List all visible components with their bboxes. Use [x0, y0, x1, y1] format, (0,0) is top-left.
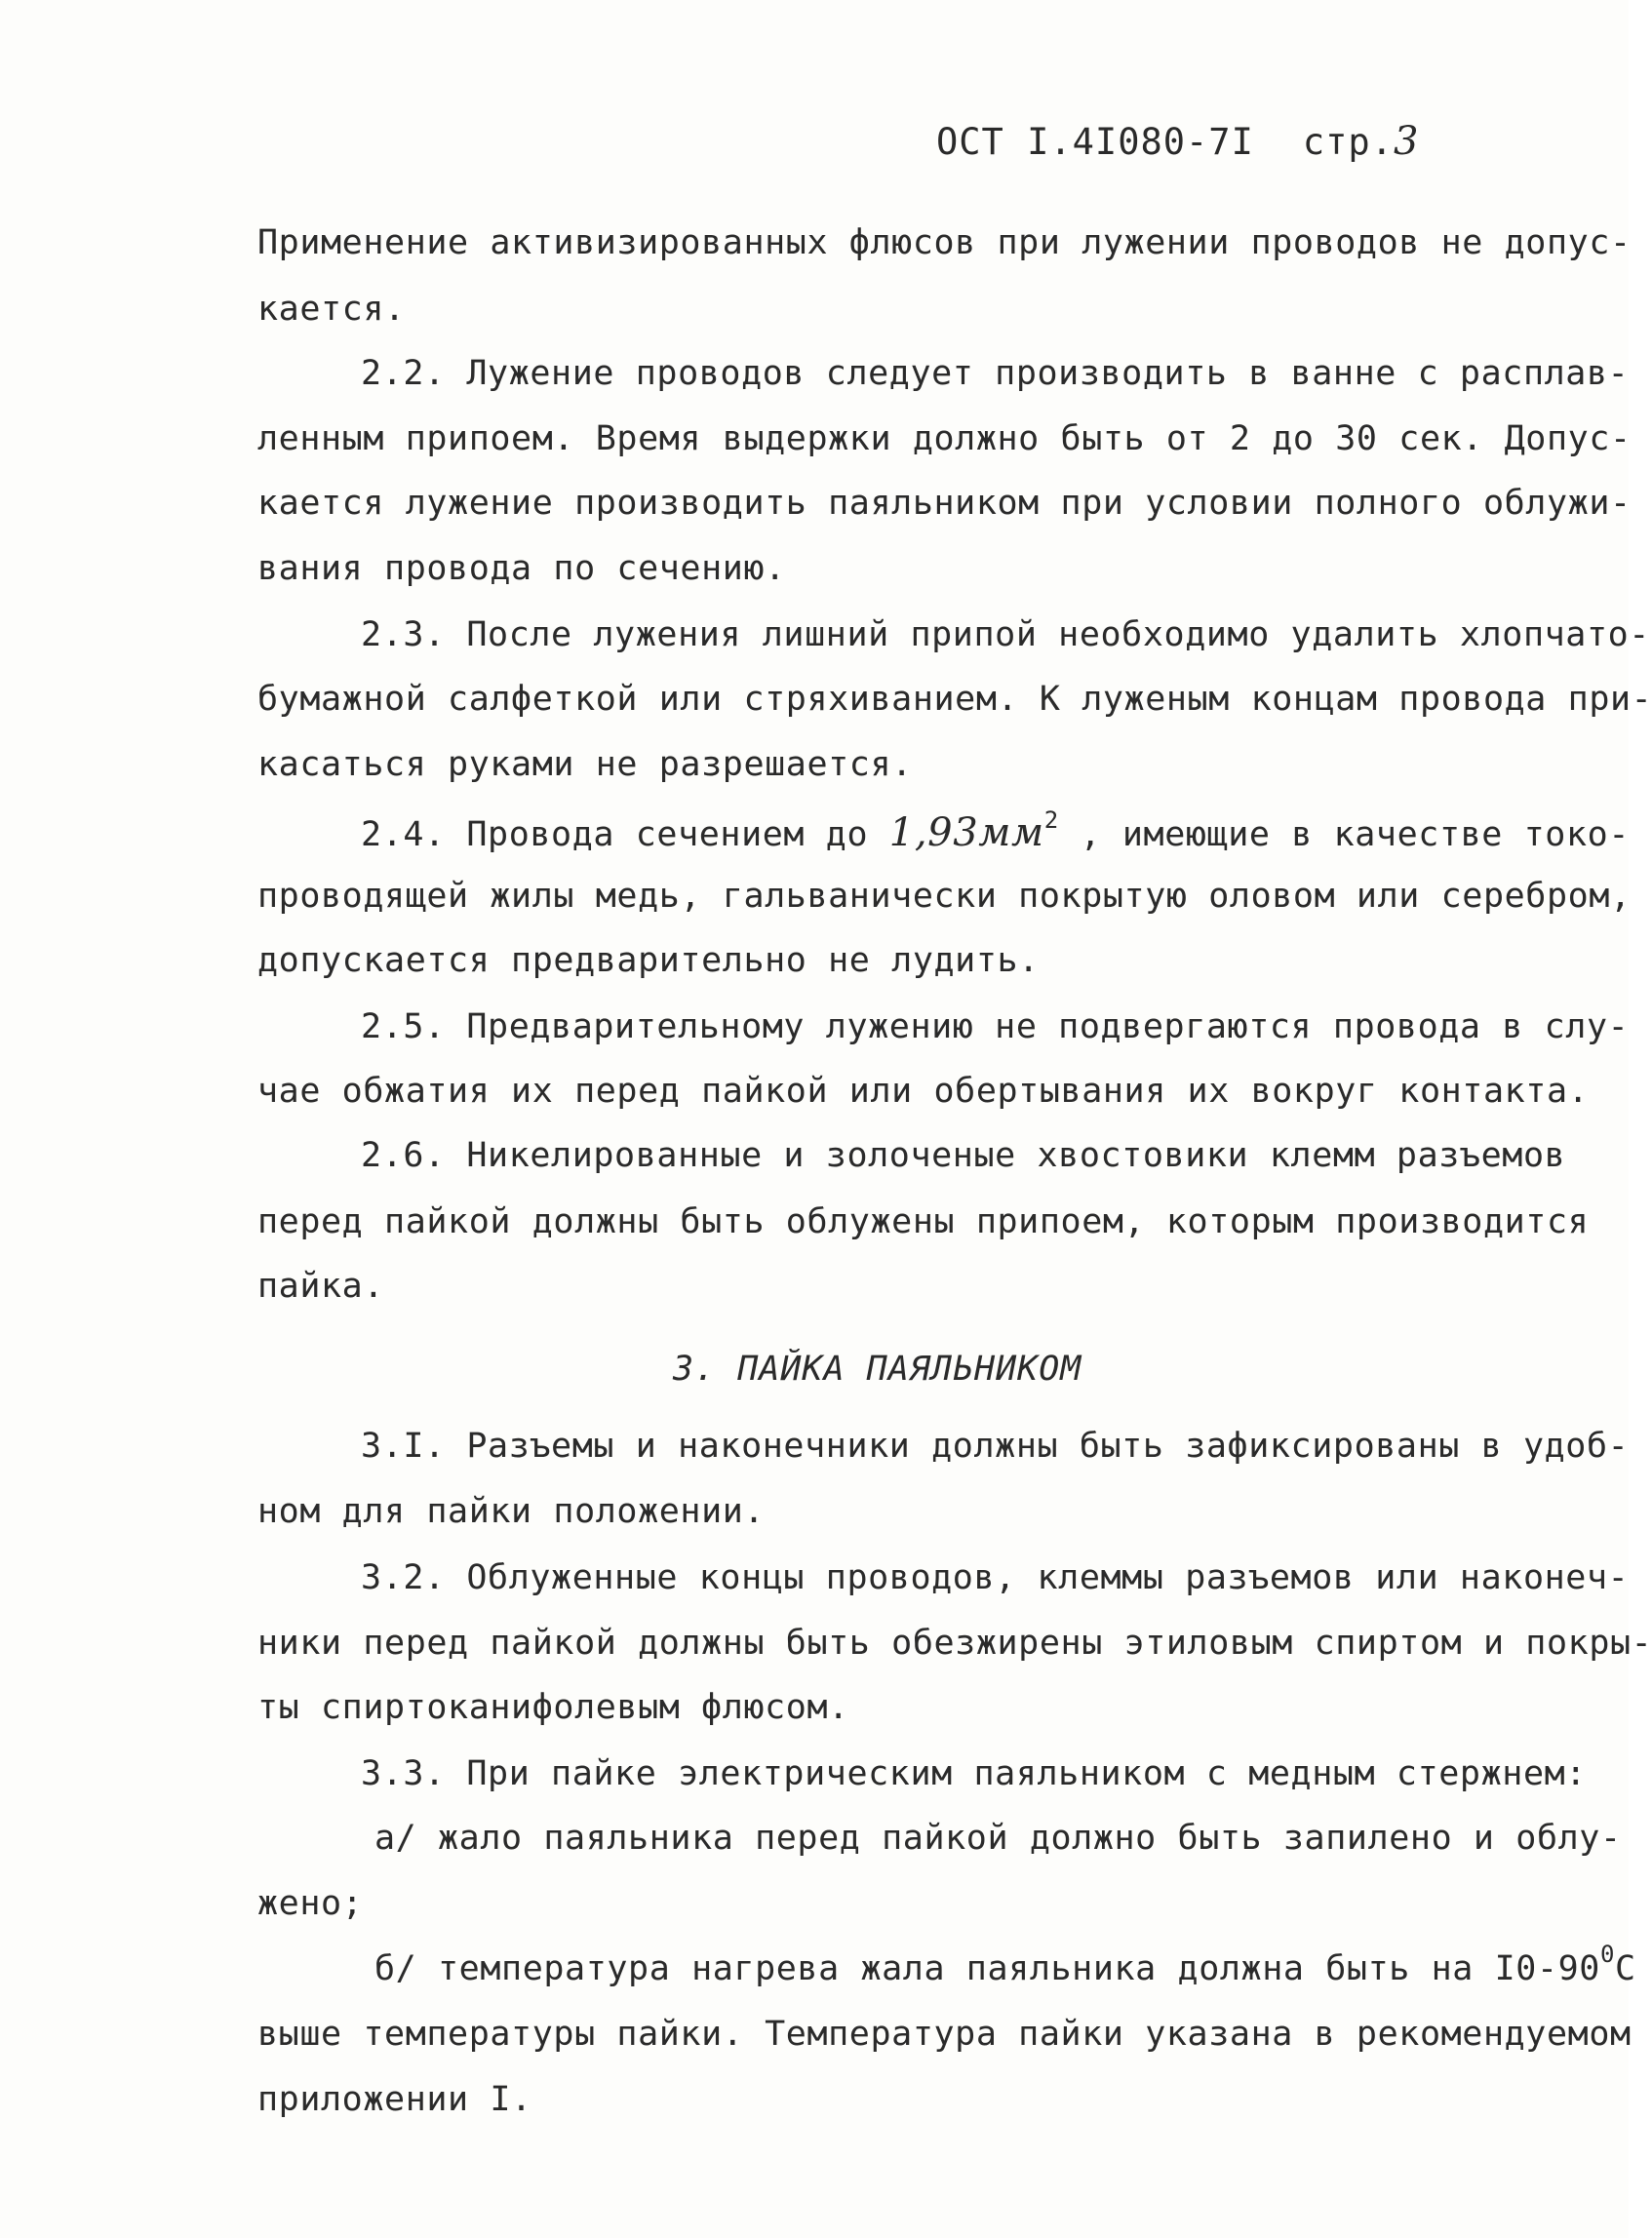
paragraph-2-6: 2.6. Никелированные и золоченые хвостовики клемм разъемов — [361, 1136, 1566, 1175]
text-line: кается. — [257, 290, 406, 329]
paragraph-3-3: 3.3. При пайке электрическим паяльником с медным стержнем: — [361, 1754, 1587, 1793]
text-segment: б/ температура нагрева жала паяльника должна быть на I0-90 — [374, 1949, 1600, 1988]
paragraph-2-2: 2.2. Лужение проводов следует производить в ванне с расплав- — [361, 354, 1630, 393]
text-line: пайка. — [257, 1267, 385, 1306]
handwritten-unit: мм — [978, 810, 1044, 855]
section-heading: 3. ПАЙКА ПАЯЛЬНИКОМ — [673, 1350, 1082, 1389]
text-line: выше температуры пайки. Температура пайки указана в рекомендуемом — [257, 2015, 1632, 2054]
text-line: ники перед пайкой должны быть обезжирены этиловым спиртом и покры- — [257, 1624, 1652, 1663]
list-item-b — [374, 1941, 1636, 1988]
list-item-a: а/ жало паяльника перед пайкой должно быть запилено и облу- — [374, 1819, 1622, 1858]
text-line: чае обжатия их перед пайкой или обертывания их вокруг контакта. — [257, 1072, 1590, 1111]
page-number: 3 — [1393, 119, 1420, 164]
text-segment: С — [1615, 1949, 1636, 1988]
text-line: жено; — [257, 1884, 364, 1923]
text-line: ты спиртоканифолевым флюсом. — [257, 1688, 849, 1727]
text-line: проводящей жилы медь, гальванически покрытую оловом или серебром, — [257, 877, 1632, 916]
superscript: 0 — [1599, 1941, 1616, 1968]
paragraph-3-1: 3.I. Разъемы и наконечники должны быть зафиксированы в удоб- — [361, 1427, 1630, 1466]
text-segment: , имеющие в качестве токо- — [1058, 815, 1630, 854]
text-line: ленным припоем. Время выдержки должно быть от 2 до 30 сек. Допус- — [257, 419, 1632, 458]
superscript: 2 — [1043, 806, 1059, 834]
text-line: допускается предварительно не лудить. — [257, 941, 1040, 980]
text-segment: 2.4. Провода сечением до — [361, 815, 889, 854]
text-line: кается лужение производить паяльником при условии полного облужи- — [257, 484, 1632, 523]
paragraph-2-4 — [361, 806, 1630, 855]
text-line: вания провода по сечению. — [257, 549, 786, 588]
text-line: ном для пайки положении. — [257, 1492, 766, 1531]
text-line: перед пайкой должны быть облужены припоем, которым производится — [257, 1202, 1590, 1241]
handwritten-value: 1,93 — [888, 810, 979, 855]
page-label: стр. — [1302, 121, 1394, 163]
page-header — [936, 119, 1419, 164]
text-line: касаться руками не разрешается. — [257, 745, 913, 784]
document-code: ОСТ I.4I080-7I — [936, 121, 1254, 163]
text-line: Применение активизированных флюсов при лужении проводов не допус- — [257, 223, 1632, 262]
text-line: бумажной салфеткой или стряхиванием. К луженым концам провода при- — [257, 680, 1652, 719]
text-line: приложении I. — [257, 2080, 532, 2119]
paragraph-2-3: 2.3. После лужения лишний припой необходимо удалить хлопчато- — [361, 615, 1650, 654]
paragraph-3-2: 3.2. Облуженные концы проводов, клеммы разъемов или наконеч- — [361, 1558, 1630, 1597]
paragraph-2-5: 2.5. Предварительному лужению не подвергаются провода в слу- — [361, 1007, 1630, 1046]
